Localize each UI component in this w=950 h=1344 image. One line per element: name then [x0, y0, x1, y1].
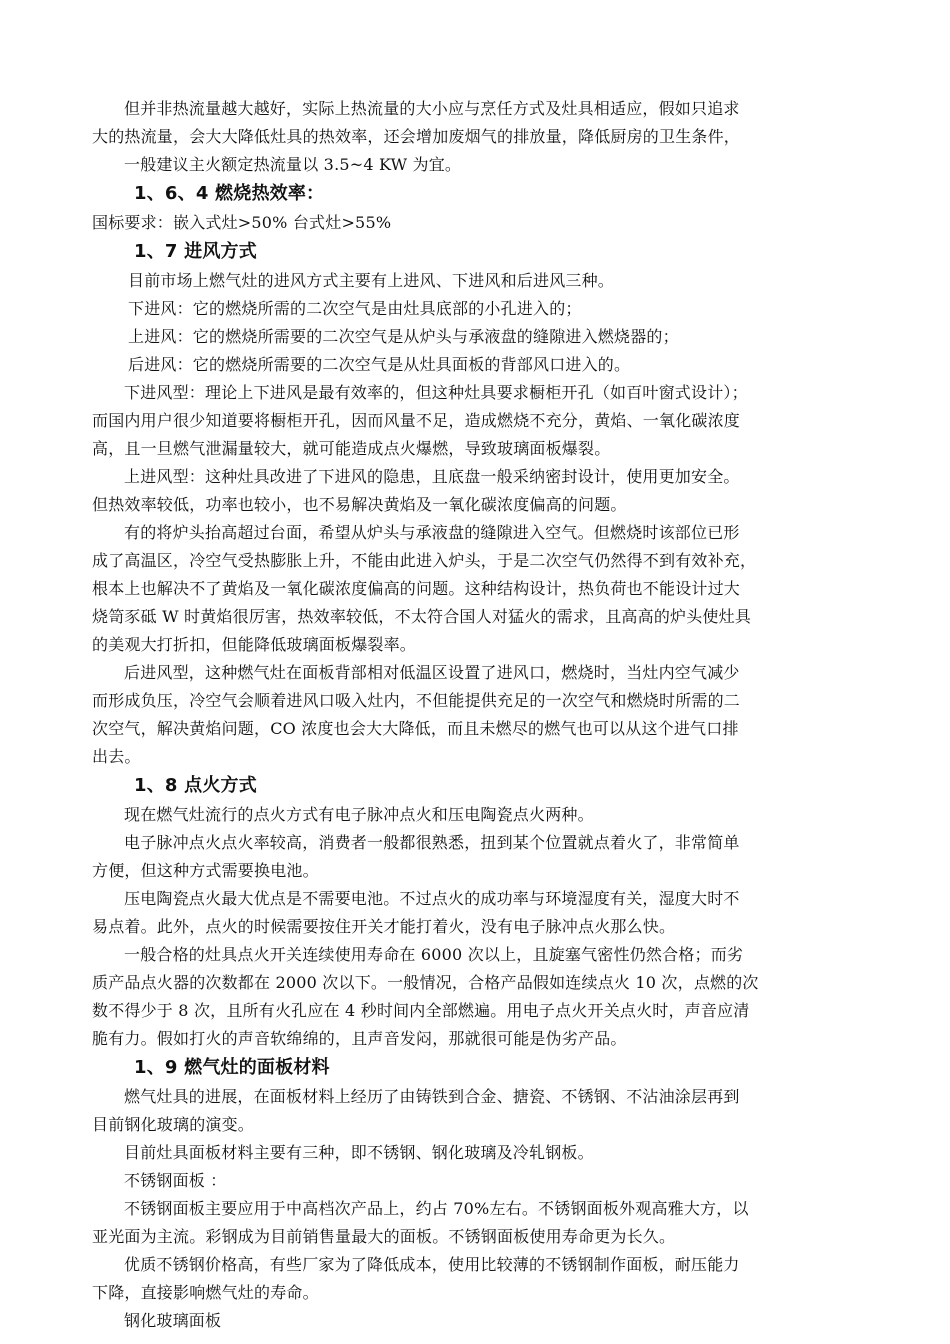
paragraph-line: 现在燃气灶流行的点火方式有电子脉冲点火和压电陶瓷点火两种。 [124, 805, 594, 824]
paragraph-line: 成了高温区，冷空气受热膨胀上升，不能由此进入炉头，于是二次空气仍然得不到有效补充， [92, 551, 757, 570]
paragraph-line: 国标要求：嵌入式灶>50% 台式灶>55% [92, 213, 392, 232]
paragraph-line: 后进风型，这种燃气灶在面板背部相对低温区设置了进风口，燃烧时，当灶内空气减少 [124, 663, 740, 682]
paragraph-line: 一般建议主火额定热流量以 3.5~4 KW 为宜。 [124, 155, 462, 174]
paragraph-line: 易点着。此外，点火的时候需要按住开关才能打着火，没有电子脉冲点火那么快。 [92, 917, 676, 936]
paragraph-line: 而形成负压，冷空气会顺着进风口吸入灶内，不但能提供充足的一次空气和燃烧时所需的二 [92, 691, 741, 710]
paragraph-line: 方便，但这种方式需要换电池。 [92, 861, 319, 880]
paragraph-line: 压电陶瓷点火最大优点是不需要电池。不过点火的成功率与环境湿度有关，湿度大时不 [124, 889, 740, 908]
paragraph-line: 出去。 [92, 747, 141, 766]
paragraph-line: 一般合格的灶具点火开关连续使用寿命在 6000 次以上，且旋塞气密性仍然合格；而劣 [124, 945, 744, 964]
paragraph-line: 目前灶具面板材料主要有三种，即不锈钢、钢化玻璃及冷轧钢板。 [124, 1143, 594, 1162]
paragraph-line: 大的热流量，会大大降低灶具的热效率，还会增加废烟气的排放量，降低厨房的卫生条件， [92, 127, 741, 146]
paragraph-line: 下进风：它的燃烧所需的二次空气是由灶具底部的小孔进入的； [128, 299, 582, 318]
section-heading: 1、7 进风方式 [134, 241, 257, 262]
paragraph-line: 有的将炉头抬高超过台面，希望从炉头与承液盘的缝隙进入空气。但燃烧时该部位已形 [124, 523, 740, 542]
section-heading: 1、8 点火方式 [134, 775, 257, 796]
paragraph-line: 质产品点火器的次数都在 2000 次以下。一般情况，合格产品假如连续点火 10 次，点燃的次 [92, 973, 759, 992]
paragraph-line: 烧笥豕砥 W 时黄焰很厉害，热效率较低，不太符合国人对猛火的需求，且高高的炉头使灶具 [92, 607, 752, 626]
section-heading: 1、6、4 燃烧热效率： [134, 183, 325, 204]
paragraph-line: 不锈钢面板主要应用于中高档次产品上，约占 70%左右。不锈钢面板外观高雅大方，以 [124, 1199, 749, 1218]
paragraph-line: 上进风：它的燃烧所需要的二次空气是从炉头与承液盘的缝隙进入燃烧器的； [128, 327, 679, 346]
paragraph-line: 次空气，解决黄焰问题，CO 浓度也会大大降低，而且未燃尽的燃气也可以从这个进气口排 [92, 719, 739, 738]
paragraph-line: 目前市场上燃气灶的进风方式主要有上进风、下进风和后进风三种。 [128, 271, 615, 290]
paragraph-line: 根本上也解决不了黄焰及一氧化碳浓度偏高的问题。这种结构设计，热负荷也不能设计过大 [92, 579, 741, 598]
paragraph-line: 上进风型：这种灶具改进了下进风的隐患，且底盘一般采纳密封设计，使用更加安全。 [124, 467, 740, 486]
paragraph-line: 电子脉冲点火点火率较高，消费者一般都很熟悉，扭到某个位置就点着火了，非常简单 [124, 833, 740, 852]
paragraph-line: 下进风型：理论上下进风是最有效率的，但这种灶具要求橱柜开孔（如百叶窗式设计）； [124, 383, 748, 402]
paragraph-line: 后进风：它的燃烧所需要的二次空气是从灶具面板的背部风口进入的。 [128, 355, 631, 374]
paragraph-line: 而国内用户很少知道要将橱柜开孔，因而风量不足，造成燃烧不充分，黄焰、一氧化碳浓度 [92, 411, 741, 430]
paragraph-line: 数不得少于 8 次，且所有火孔应在 4 秒时间内全部燃遍。用电子点火开关点火时，声音应清 [92, 1001, 750, 1020]
paragraph-line: 但并非热流量越大越好，实际上热流量的大小应与烹任方式及灶具相适应，假如只追求 [124, 99, 740, 118]
paragraph-line: 高，且一旦燃气泄漏量较大，就可能造成点火爆燃，导致玻璃面板爆裂。 [92, 439, 611, 458]
paragraph-line: 钢化玻璃面板 [124, 1311, 222, 1330]
paragraph-line: 下降，直接影响燃气灶的寿命。 [92, 1283, 319, 1302]
paragraph-line: 燃气灶具的进展，在面板材料上经历了由铸铁到合金、搪瓷、不锈钢、不沾油涂层再到 [124, 1087, 740, 1106]
paragraph-line: 不锈钢面板 ： [124, 1171, 227, 1190]
paragraph-line: 但热效率较低，功率也较小，也不易解决黄焰及一氧化碳浓度偏高的问题。 [92, 495, 627, 514]
paragraph-line: 目前钢化玻璃的演变。 [92, 1115, 255, 1134]
document-page [92, 95, 862, 1335]
paragraph-line: 脆有力。假如打火的声音软绵绵的，且声音发闷，那就很可能是伪劣产品。 [92, 1029, 627, 1048]
paragraph-line: 优质不锈钢价格高，有些厂家为了降低成本，使用比较薄的不锈钢制作面板，耐压能力 [124, 1255, 740, 1274]
paragraph-line: 的美观大打折扣，但能降低玻璃面板爆裂率。 [92, 635, 417, 654]
paragraph-line: 亚光面为主流。彩钢成为目前销售量最大的面板。不锈钢面板使用寿命更为长久。 [92, 1227, 676, 1246]
section-heading: 1、9 燃气灶的面板材料 [134, 1057, 330, 1078]
